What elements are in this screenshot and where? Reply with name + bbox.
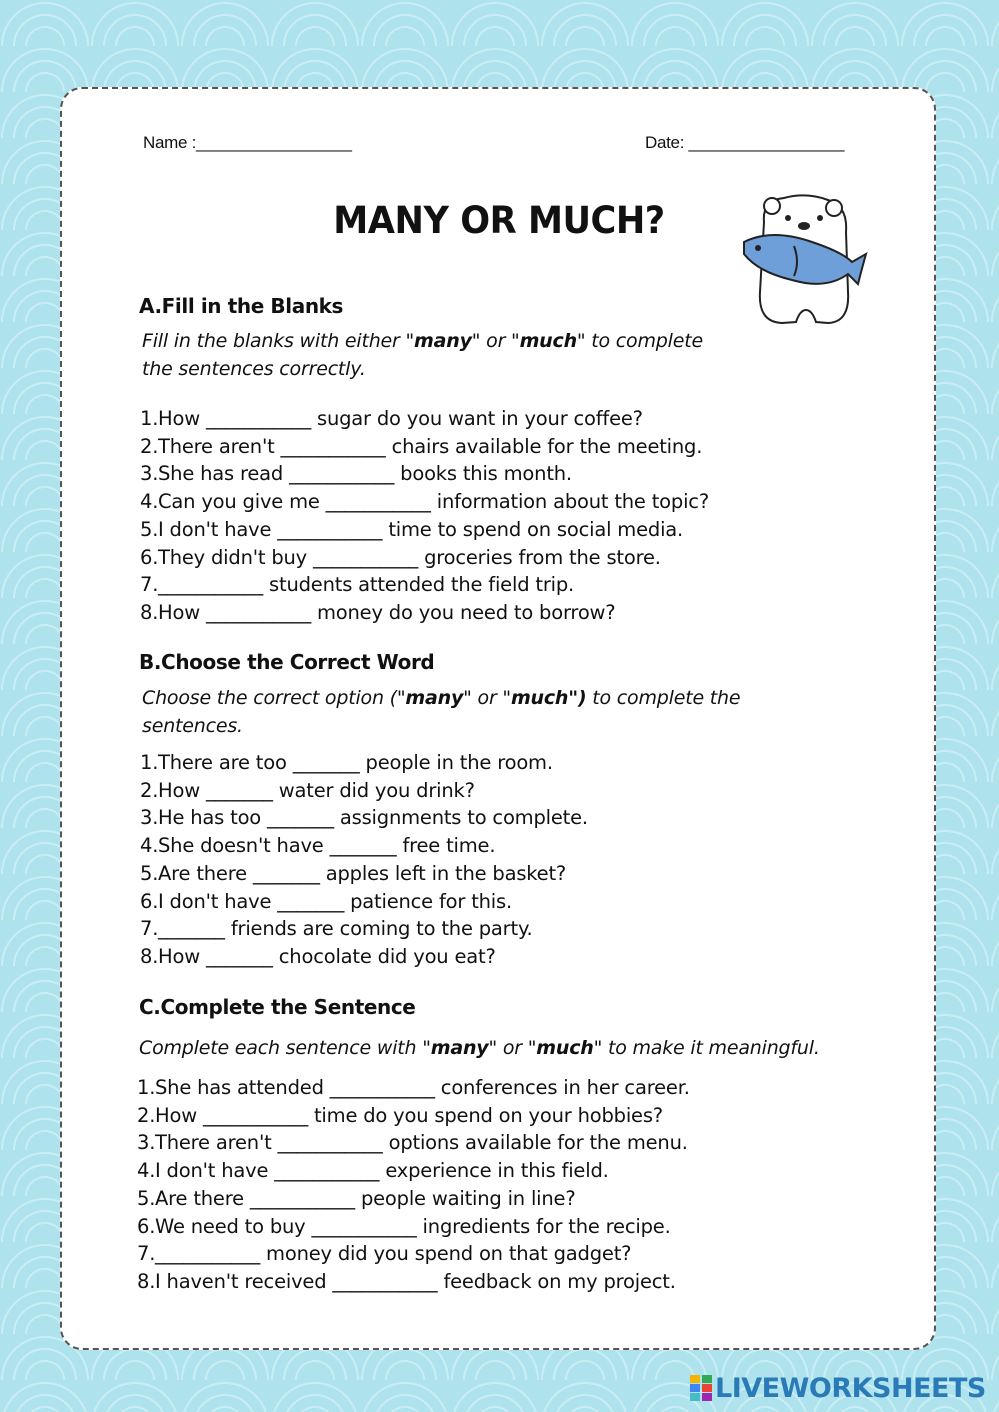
list-item: 2.How _______ water did you drink?	[140, 778, 475, 802]
logo-text: LIVEWORKSHEETS	[715, 1372, 986, 1404]
list-item: 3.There aren't ___________ options available for the menu.	[137, 1131, 688, 1155]
list-item: 6.We need to buy ___________ ingredients for the recipe.	[137, 1214, 671, 1238]
list-item: 6.They didn't buy ___________ groceries from the store.	[140, 545, 661, 569]
list-item: 5.Are there ___________ people waiting in line?	[137, 1186, 576, 1210]
list-item: 1.How ___________ sugar do you want in your coffee?	[140, 407, 643, 430]
list-item: 4.I don't have ___________ experience in this field.	[137, 1159, 609, 1183]
section-a-heading: A.Fill in the Blanks	[139, 294, 344, 318]
section-a-list	[140, 405, 709, 627]
list-item: 1.She has attended ___________ conferences in her career.	[137, 1076, 690, 1099]
list-item: 7.___________ money did you spend on that gadget?	[137, 1242, 632, 1266]
list-item: 7.___________ students attended the field trip.	[140, 573, 575, 597]
list-item: 5.Are there _______ apples left in the basket?	[140, 861, 567, 885]
name-field: Name :_________________	[143, 133, 352, 152]
list-item: 6.I don't have _______ patience for this.	[140, 889, 512, 913]
polar-bear-fish-icon	[742, 192, 870, 327]
logo-blocks-icon	[690, 1375, 712, 1401]
section-c-heading: C.Complete the Sentence	[139, 995, 416, 1019]
list-item: 2.How ___________ time do you spend on your hobbies?	[137, 1103, 663, 1127]
section-b-heading: B.Choose the Correct Word	[139, 650, 435, 674]
list-item: 2.There aren't ___________ chairs available for the meeting.	[140, 434, 703, 458]
list-item: 8.How ___________ money do you need to borrow?	[140, 600, 616, 624]
list-item: 5.I don't have ___________ time to spend on social media.	[140, 517, 684, 541]
list-item: 4.She doesn't have _______ free time.	[140, 834, 496, 858]
list-item: 1.There are too _______ people in the room.	[140, 751, 553, 774]
list-item: 4.Can you give me ___________ information about the topic?	[140, 490, 709, 514]
liveworksheets-logo[interactable]	[690, 1372, 986, 1404]
page-title: MANY OR MUCH?	[333, 199, 665, 242]
list-item: 7._______ friends are coming to the party.	[140, 917, 533, 941]
section-c-list	[137, 1074, 690, 1296]
section-b-instruction: Choose the correct option ("many" or "much") to complete the sentences.	[142, 687, 741, 737]
date-field: Date: _________________	[645, 133, 845, 152]
section-a-instruction: Fill in the blanks with either "many" or "much" to complete the sentences correctly.	[142, 330, 703, 380]
list-item: 8.I haven't received ___________ feedback on my project.	[137, 1269, 676, 1293]
section-b-list	[140, 749, 588, 971]
list-item: 8.How _______ chocolate did you eat?	[140, 944, 496, 968]
list-item: 3.He has too _______ assignments to complete.	[140, 806, 588, 830]
section-c-instruction: Complete each sentence with "many" or "much" to make it meaningful.	[139, 1037, 820, 1059]
list-item: 3.She has read ___________ books this month.	[140, 462, 572, 486]
